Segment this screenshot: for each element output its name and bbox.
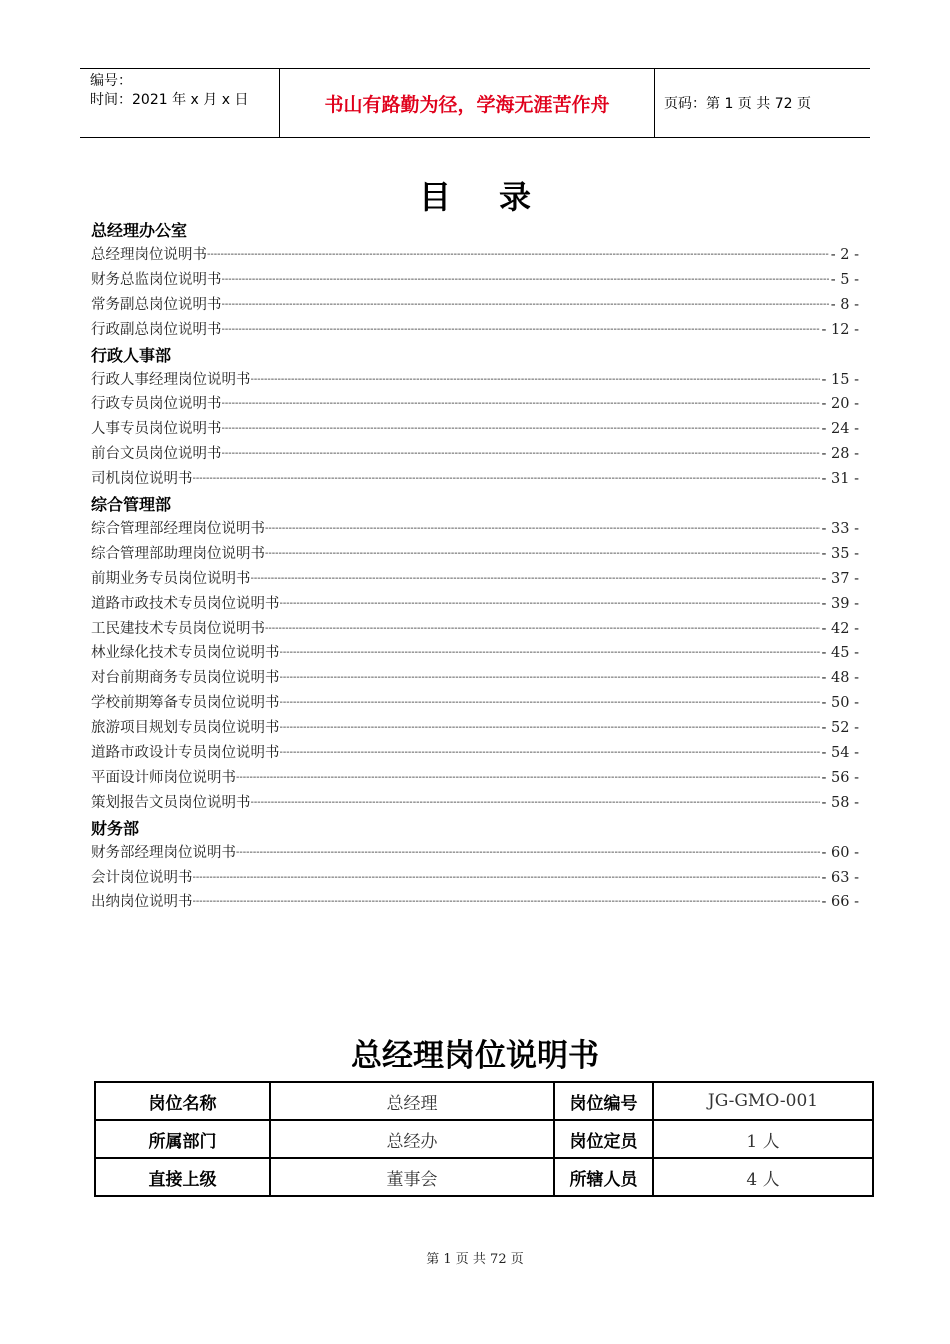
toc-entry-page: - 50 - <box>821 695 859 712</box>
toc-entry-page: - 8 - <box>830 296 859 313</box>
toc-entry-page: - 33 - <box>821 521 859 538</box>
toc-leader-dashes <box>236 766 820 791</box>
toc-entry[interactable] <box>91 318 859 343</box>
toc-entry-title: 林业绿化技术专员岗位说明书 <box>91 645 280 662</box>
toc-leader-dashes <box>280 641 820 666</box>
toc-entry-title: 出纳岗位说明书 <box>91 894 193 911</box>
toc-entry[interactable] <box>91 268 859 293</box>
table-row <box>95 1158 873 1196</box>
toc-entry-title: 学校前期筹备专员岗位说明书 <box>91 695 280 712</box>
toc-entry-page: - 35 - <box>821 545 859 562</box>
field-label: 所属部门 <box>95 1120 270 1158</box>
toc-entry[interactable] <box>91 392 859 417</box>
toc-entry[interactable] <box>91 766 859 791</box>
toc-leader-dashes <box>222 417 820 442</box>
toc-leader-dashes <box>251 791 820 816</box>
number-label: 编号： <box>90 73 132 89</box>
toc-leader-dashes <box>222 293 829 318</box>
toc-section-heading: 行政人事部 <box>91 345 172 365</box>
toc-entry-page: - 52 - <box>821 720 859 737</box>
toc-entry[interactable] <box>91 617 859 642</box>
field-value: 1 人 <box>653 1120 873 1158</box>
field-label: 直接上级 <box>95 1158 270 1196</box>
field-value: 总经办 <box>270 1120 554 1158</box>
toc-entry-title: 旅游项目规划专员岗位说明书 <box>91 720 280 737</box>
toc-entry-page: - 63 - <box>821 869 859 886</box>
toc-entry-page: - 28 - <box>821 446 859 463</box>
toc-entry[interactable] <box>91 467 859 492</box>
toc-entry-title: 财务总监岗位说明书 <box>91 271 222 288</box>
toc-entry-page: - 12 - <box>821 321 859 338</box>
toc-leader-dashes <box>280 666 820 691</box>
toc-entry[interactable] <box>91 691 859 716</box>
field-label: 岗位名称 <box>95 1082 270 1120</box>
toc-entry-page: - 58 - <box>821 794 859 811</box>
toc-entry[interactable] <box>91 517 859 542</box>
toc-entry[interactable] <box>91 666 859 691</box>
toc-entry[interactable] <box>91 641 859 666</box>
field-value: 4 人 <box>653 1158 873 1196</box>
toc-entry-title: 对台前期商务专员岗位说明书 <box>91 670 280 687</box>
toc-leader-dashes <box>280 716 820 741</box>
toc-leader-dashes <box>193 467 820 492</box>
toc-entry[interactable] <box>91 791 859 816</box>
toc-leader-dashes <box>265 617 820 642</box>
toc-entry[interactable] <box>91 542 859 567</box>
toc-entry-page: - 54 - <box>821 745 859 762</box>
toc-title: 目录 <box>418 178 579 216</box>
toc-entry-title: 策划报告文员岗位说明书 <box>91 794 251 811</box>
toc-entry-title: 前台文员岗位说明书 <box>91 446 222 463</box>
field-value: 董事会 <box>270 1158 554 1196</box>
position-info-table <box>94 1081 874 1197</box>
toc-entry[interactable] <box>91 716 859 741</box>
toc-entry-page: - 2 - <box>830 247 859 263</box>
toc-entry-title: 道路市政设计专员岗位说明书 <box>91 745 280 762</box>
toc-entry-title: 平面设计师岗位说明书 <box>91 769 236 786</box>
toc-leader-dashes <box>207 243 829 268</box>
toc-entry-title: 道路市政技术专员岗位说明书 <box>91 595 280 612</box>
toc-section-heading: 总经理办公室 <box>91 221 188 240</box>
field-label: 所辖人员 <box>554 1158 653 1196</box>
toc-entry-page: - 39 - <box>821 595 859 612</box>
toc-entry[interactable] <box>91 841 859 866</box>
field-label: 岗位定员 <box>554 1120 653 1158</box>
time-label: 时间：2021 年 x 月 x 日 <box>90 92 249 108</box>
toc-entry[interactable] <box>91 741 859 766</box>
toc-leader-dashes <box>222 392 820 417</box>
toc-entry-page: - 60 - <box>821 844 859 861</box>
toc-entry[interactable] <box>91 417 859 442</box>
toc-entry-page: - 5 - <box>830 271 859 288</box>
toc-leader-dashes <box>236 841 820 866</box>
field-value: JG-GMO-001 <box>653 1082 873 1120</box>
page-header <box>80 68 870 138</box>
toc-entry[interactable] <box>91 866 859 891</box>
toc-leader-dashes <box>222 268 829 293</box>
toc-leader-dashes <box>280 592 820 617</box>
toc-entry[interactable] <box>91 592 859 617</box>
toc-entry-page: - 31 - <box>821 471 859 488</box>
document-title: 总经理岗位说明书 <box>351 1038 599 1074</box>
toc-entry[interactable] <box>91 442 859 467</box>
toc-leader-dashes <box>265 517 820 542</box>
toc-entry-title: 综合管理部经理岗位说明书 <box>91 521 265 538</box>
toc-leader-dashes <box>251 368 820 393</box>
toc-leader-dashes <box>222 442 820 467</box>
field-value: 总经理 <box>270 1082 554 1120</box>
toc-leader-dashes <box>280 691 820 716</box>
toc-leader-dashes <box>251 567 820 592</box>
toc-entry[interactable] <box>91 368 859 393</box>
header-slogan: 书山有路勤为径，学海无涯苦作舟 <box>280 69 655 137</box>
toc-entry-title: 行政人事经理岗位说明书 <box>91 371 251 388</box>
toc-leader-dashes <box>280 741 820 766</box>
toc-section-heading: 综合管理部 <box>91 495 172 515</box>
toc-section-heading: 财务部 <box>91 818 140 838</box>
header-page-info: 页码：第 1 页 共 72 页 <box>664 96 811 112</box>
table-row <box>95 1120 873 1158</box>
toc-leader-dashes <box>193 866 820 891</box>
toc-entry-title: 行政副总岗位说明书 <box>91 321 222 338</box>
toc-entry-page: - 42 - <box>821 620 859 637</box>
toc-entry-title: 常务副总岗位说明书 <box>91 296 222 313</box>
toc-entry[interactable] <box>91 293 859 318</box>
header-meta <box>80 69 280 137</box>
toc-entry[interactable] <box>91 243 859 268</box>
toc-entry-title: 工民建技术专员岗位说明书 <box>91 620 265 637</box>
toc-entry-page: - 56 - <box>821 769 859 786</box>
toc-entry-page: - 37 - <box>821 570 859 587</box>
toc-leader-dashes <box>222 318 820 343</box>
toc-entry-page: - 15 - <box>821 371 859 388</box>
toc-entry-title: 司机岗位说明书 <box>91 471 193 488</box>
toc-entry[interactable] <box>91 890 859 915</box>
toc-entry[interactable] <box>91 567 859 592</box>
table-row <box>95 1082 873 1120</box>
toc-entry-title: 总经理岗位说明书 <box>91 247 207 263</box>
toc-entry-page: - 24 - <box>821 421 859 438</box>
toc-entry-title: 综合管理部助理岗位说明书 <box>91 545 265 562</box>
toc-entry-title: 人事专员岗位说明书 <box>91 421 222 438</box>
field-label: 岗位编号 <box>554 1082 653 1120</box>
toc-entry-title: 行政专员岗位说明书 <box>91 396 222 413</box>
toc-entry-page: - 48 - <box>821 670 859 687</box>
page-footer: 第 1 页 共 72 页 <box>426 1252 524 1267</box>
toc-leader-dashes <box>193 890 820 915</box>
toc-entry-page: - 20 - <box>821 396 859 413</box>
toc-entry-page: - 66 - <box>821 894 859 911</box>
toc-entry-title: 会计岗位说明书 <box>91 869 193 886</box>
toc-leader-dashes <box>265 542 820 567</box>
toc-entry-title: 财务部经理岗位说明书 <box>91 844 236 861</box>
toc-entry-page: - 45 - <box>821 645 859 662</box>
toc-entry-title: 前期业务专员岗位说明书 <box>91 570 251 587</box>
table-of-contents <box>91 218 859 915</box>
